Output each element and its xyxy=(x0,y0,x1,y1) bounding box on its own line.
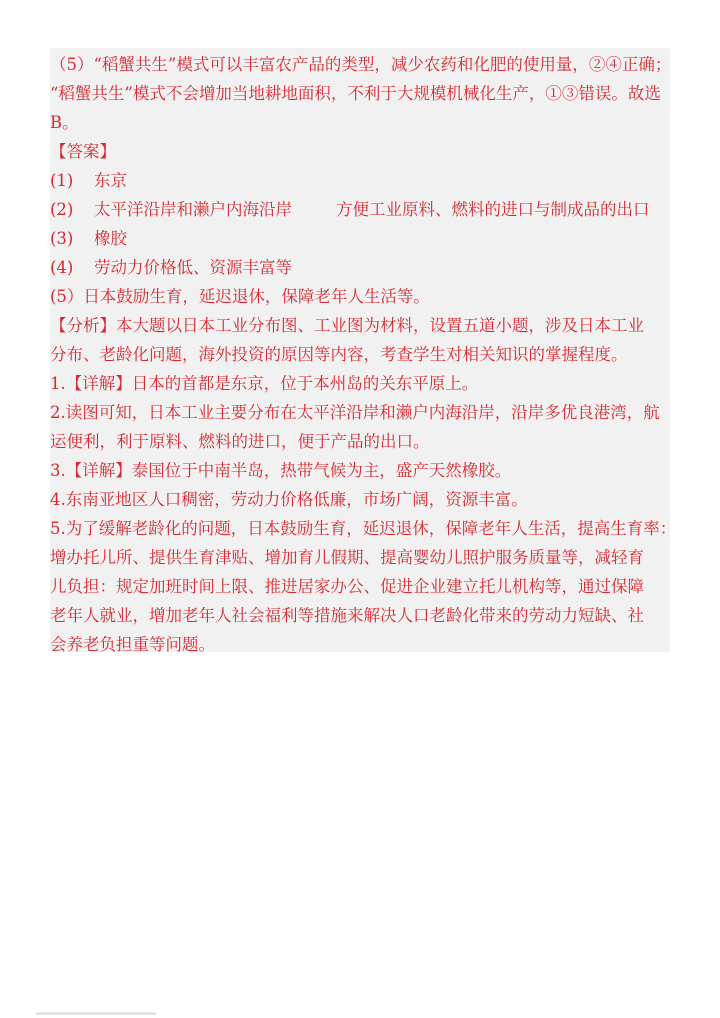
text-line: “稻蟹共生”模式不会增加当地耕地面积，不利于大规模机械化生产，①③错误。故选 xyxy=(50,84,661,103)
answer-item-3 xyxy=(50,224,670,253)
answer-header: 【答案】 xyxy=(50,142,116,161)
answer-text: 东京 xyxy=(94,171,127,190)
detail-line: 5.为了缓解老龄化的问题，日本鼓励生育，延迟退休，保障老年人生活，提高生育率： xyxy=(50,519,677,538)
answer-text: 橡胶 xyxy=(94,229,127,248)
answer-text: 劳动力价格低、资源丰富等 xyxy=(94,258,292,277)
detail-line: 会养老负担重等问题。 xyxy=(50,635,215,654)
answer-item-1 xyxy=(50,166,670,195)
detail-line: 2.读图可知，日本工业主要分布在太平洋沿岸和濑户内海沿岸，沿岸多优良港湾，航 xyxy=(50,403,660,422)
detail-line: 运便利，利于原料、燃料的进口，便于产品的出口。 xyxy=(50,432,430,451)
answer-document xyxy=(50,50,677,659)
detail-line: 1.【详解】日本的首都是东京，位于本州岛的关东平原上。 xyxy=(50,374,479,393)
detail-line: 老年人就业，增加老年人社会福利等措施来解决人口老龄化带来的劳动力短缺、社 xyxy=(50,606,644,625)
answer-item-2 xyxy=(50,195,670,224)
analysis-line: 【分析】本大题以日本工业分布图、工业图为材料，设置五道小题，涉及日本工业 xyxy=(50,316,644,335)
answer-number: (4) xyxy=(50,258,74,277)
answer-text: 太平洋沿岸和濑户内海沿岸 xyxy=(94,200,292,219)
detail-line: 增办托儿所、提供生育津贴、增加育儿假期、提高婴幼儿照护服务质量等，减轻育 xyxy=(50,548,644,567)
text-line: B。 xyxy=(50,113,79,132)
answer-number: (1) xyxy=(50,171,74,190)
footer-divider xyxy=(36,1012,156,1015)
text-line: （5）“稻蟹共生”模式可以丰富农产品的类型，减少农药和化肥的使用量，②④正确； xyxy=(50,55,672,74)
detail-line: 4.东南亚地区人口稠密，劳动力价格低廉，市场广阔，资源丰富。 xyxy=(50,490,528,509)
detail-line: 3.【详解】泰国位于中南半岛，热带气候为主，盛产天然橡胶。 xyxy=(50,461,512,480)
answer-item-4 xyxy=(50,253,670,282)
analysis-line: 分布、老龄化问题，海外投资的原因等内容，考查学生对相关知识的掌握程度。 xyxy=(50,345,628,364)
detail-line: 儿负担：规定加班时间上限、推进居家办公、促进企业建立托儿机构等，通过保障 xyxy=(50,577,644,596)
answer-text-secondary: 方便工业原料、燃料的进口与制成品的出口 xyxy=(336,200,650,219)
answer-number: (2) xyxy=(50,200,74,219)
answer-item-5: (5）日本鼓励生育，延迟退休，保障老年人生活等。 xyxy=(50,287,430,306)
answer-number: (3) xyxy=(50,229,74,248)
